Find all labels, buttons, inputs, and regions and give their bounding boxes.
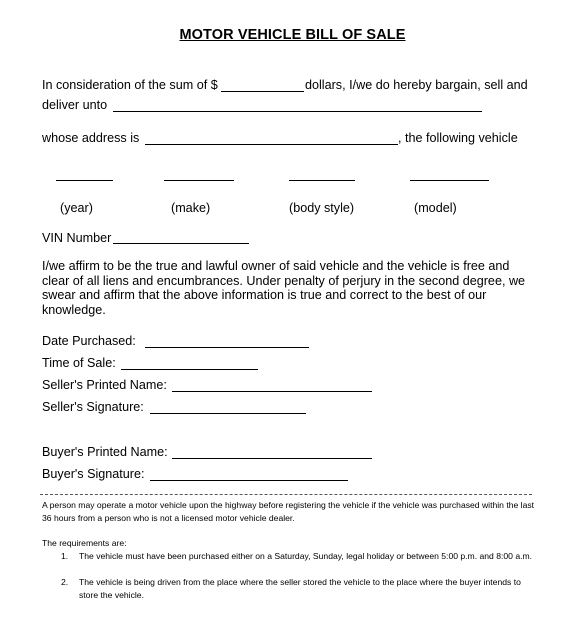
requirement-1-number: 1. <box>61 551 69 561</box>
make-field[interactable] <box>164 180 234 181</box>
vin-field[interactable] <box>113 243 249 244</box>
seller-name-label: Seller's Printed Name: <box>42 378 167 392</box>
seller-signature-field[interactable] <box>150 413 306 414</box>
buyer-signature-label: Buyer's Signature: <box>42 467 145 481</box>
body-style-label: (body style) <box>289 201 355 215</box>
requirement-2-number: 2. <box>61 577 69 587</box>
vin-label: VIN Number <box>42 231 112 245</box>
time-of-sale-label: Time of Sale: <box>42 356 116 370</box>
following-vehicle-text: , the following vehicle <box>398 131 518 145</box>
document-title: MOTOR VEHICLE BILL OF SALE <box>179 27 406 43</box>
body-style-field[interactable] <box>289 180 355 181</box>
time-of-sale-field[interactable] <box>121 369 258 370</box>
affirmation-paragraph: I/we affirm to be the true and lawful owner of said vehicle and the vehicle is free and clear of all liens and encumbrances. Under penalty of perjury in the second degree, we swear and affirm that the above information is true and correct to the best of our knowledge. <box>42 259 526 318</box>
date-purchased-label: Date Purchased: <box>42 334 136 348</box>
footer-divider <box>40 494 532 495</box>
year-label: (year) <box>60 201 93 215</box>
make-label: (make) <box>171 201 211 215</box>
buyer-signature-field[interactable] <box>150 480 348 481</box>
sum-amount-field[interactable] <box>221 91 304 92</box>
address-field[interactable] <box>145 144 398 145</box>
date-purchased-field[interactable] <box>145 347 309 348</box>
requirement-2-text: The vehicle is being driven from the place where the seller stored the vehicle to the place where the buyer intends to store the vehicle. <box>79 577 521 600</box>
year-field[interactable] <box>56 180 113 181</box>
model-field[interactable] <box>410 180 489 181</box>
buyer-name-label: Buyer's Printed Name: <box>42 445 168 459</box>
requirement-1-text: The vehicle must have been purchased either on a Saturday, Sunday, legal holiday or between 5:00 p.m. and 8:00 a.m. <box>79 551 533 561</box>
seller-signature-label: Seller's Signature: <box>42 400 144 414</box>
consideration-text: In consideration of the sum of $ <box>42 78 218 92</box>
buyer-deliver-field[interactable] <box>113 111 482 112</box>
buyer-name-field[interactable] <box>172 458 372 459</box>
address-label: whose address is <box>42 131 140 145</box>
model-label: (model) <box>414 201 457 215</box>
footer-note: A person may operate a motor vehicle upon the highway before registering the vehicle if the vehicle was purchased within the last 36 hours from a person who is not a licensed motor vehicle dealer. <box>42 500 535 523</box>
requirements-label: The requirements are: <box>42 538 127 548</box>
dollars-text: dollars, I/we do hereby bargain, sell and <box>305 78 528 92</box>
deliver-unto-label: deliver unto <box>42 98 108 112</box>
seller-name-field[interactable] <box>172 391 372 392</box>
